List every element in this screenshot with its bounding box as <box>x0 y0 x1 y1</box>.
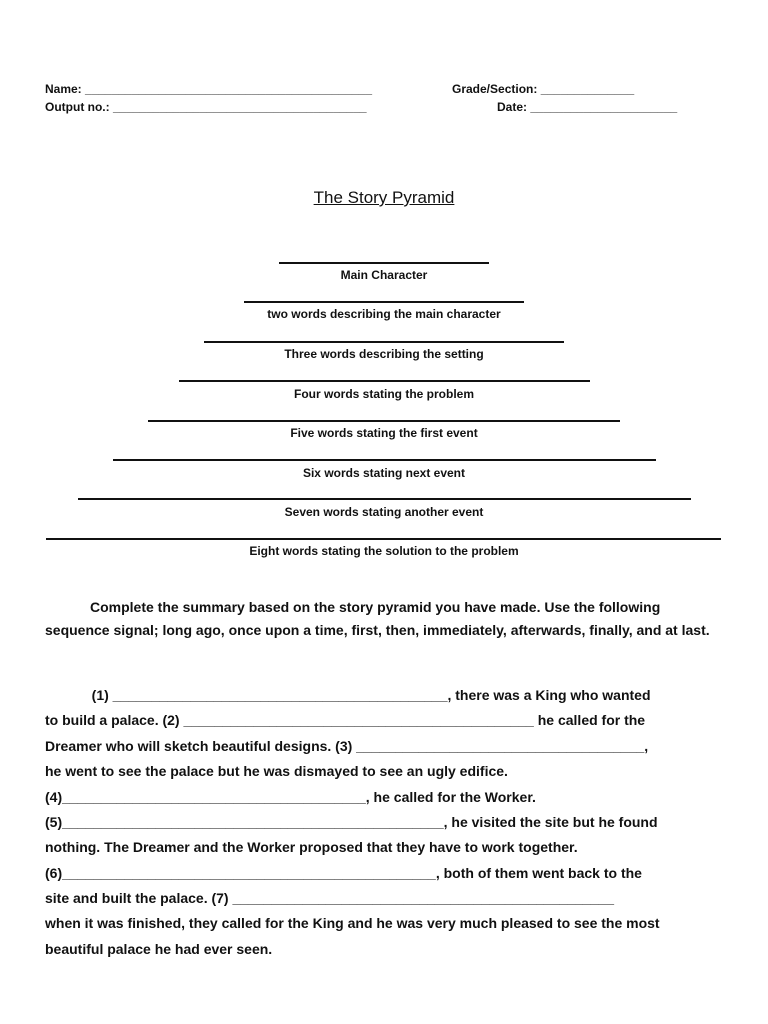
pyramid-blank-5[interactable] <box>148 420 620 422</box>
pyramid-blank-3[interactable] <box>204 341 564 343</box>
pyramid-blank-2[interactable] <box>244 301 524 303</box>
pyramid-label-5: Five words stating the first event <box>290 426 478 440</box>
passage-line-9[interactable]: site and built the palace. (7) _________________________________________________ <box>45 890 615 906</box>
pyramid-label-1: Main Character <box>340 268 428 282</box>
pyramid-label-2: two words describing the main character <box>267 307 501 321</box>
pyramid-label-4: Four words stating the problem <box>293 387 474 401</box>
pyramid-blank-6[interactable] <box>113 459 656 461</box>
grade-section-field[interactable]: Grade/Section: ______________ <box>452 82 635 96</box>
passage-line-5[interactable]: (4)_______________________________________, he called for the Worker. <box>45 789 536 805</box>
passage-line-3[interactable]: Dreamer who will sketch beautiful designs. (3) _____________________________________, <box>45 738 649 754</box>
name-field[interactable]: Name: ___________________________________________ <box>45 82 372 96</box>
pyramid-blank-7[interactable] <box>78 498 691 500</box>
pyramid-label-3: Three words describing the setting <box>284 347 484 361</box>
pyramid-label-8: Eight words stating the solution to the problem <box>249 544 519 558</box>
pyramid-blank-8[interactable] <box>46 538 721 540</box>
pyramid-label-6: Six words stating next event <box>302 466 466 480</box>
passage-line-7: nothing. The Dreamer and the Worker proposed that they have to work together. <box>45 839 578 855</box>
passage-line-1[interactable]: (1) ___________________________________________, there was a King who wanted <box>45 687 651 703</box>
passage-line-8[interactable]: (6)________________________________________________, both of them went back to the <box>45 865 642 881</box>
instructions-paragraph: Complete the summary based on the story pyramid you have made. Use the following sequence signal; long ago, once upon a time, first, then, immediately, afterwards, finally, and at last. <box>45 599 710 638</box>
passage-line-10: when it was finished, they called for the King and he was very much pleased to see the most <box>45 915 660 931</box>
pyramid-blank-1[interactable] <box>279 262 489 264</box>
date-field[interactable]: Date: ______________________ <box>497 100 678 114</box>
pyramid-blank-4[interactable] <box>179 380 590 382</box>
passage-line-11: beautiful palace he had ever seen. <box>45 941 273 957</box>
passage-line-4: he went to see the palace but he was dismayed to see an ugly edifice. <box>45 763 508 779</box>
passage-line-2[interactable]: to build a palace. (2) _____________________________________________ he called for the <box>45 712 646 728</box>
output-no-field[interactable]: Output no.: ______________________________________ <box>45 100 367 114</box>
page-title: The Story Pyramid <box>313 188 455 207</box>
pyramid-label-7: Seven words stating another event <box>284 505 484 519</box>
passage-line-6[interactable]: (5)_________________________________________________, he visited the site but he found <box>45 814 658 830</box>
